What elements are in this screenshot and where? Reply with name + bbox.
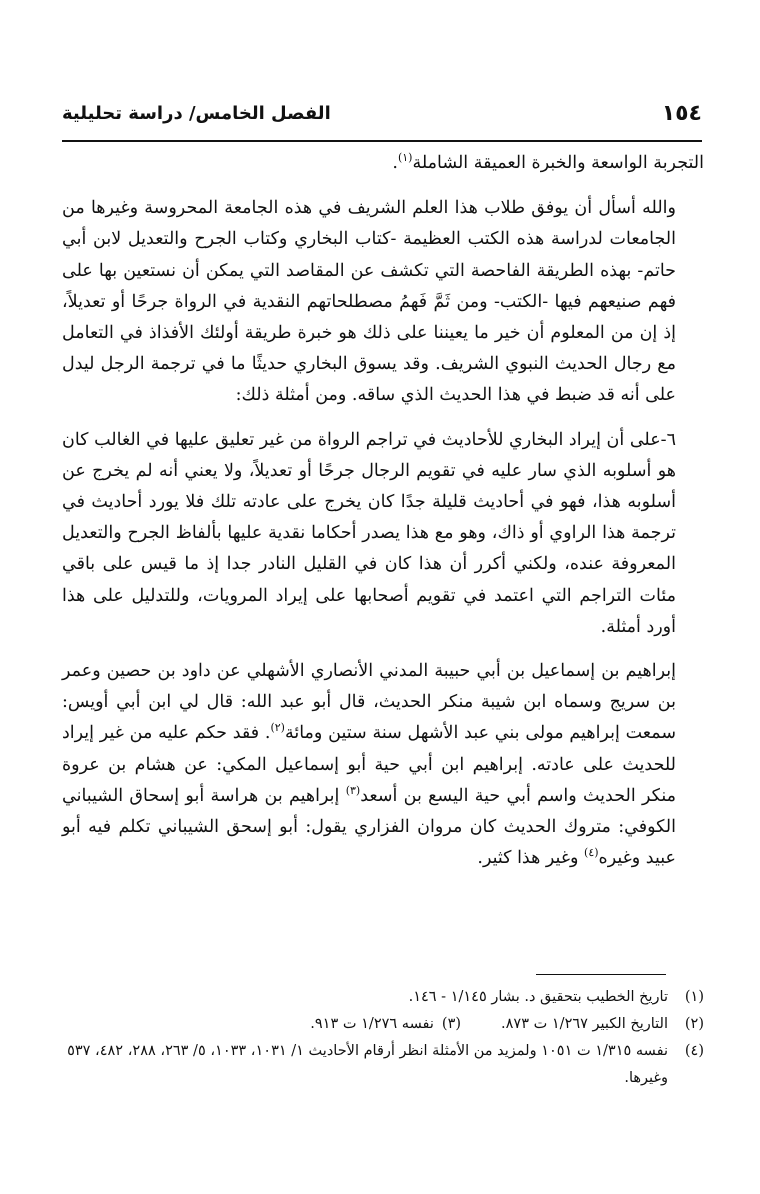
footnote-1-text: تاريخ الخطيب بتحقيق د. بشار ١/١٤٥ - ١٤٦. [408, 989, 668, 1005]
header-rule [62, 140, 702, 142]
paragraph-4 [62, 656, 704, 874]
paragraph-3: ٦-على أن إيراد البخاري للأحاديث في تراجم الرواة من غير تعليق عليها في الغالب كان هو أسلوبه الذي سار عليه في تقويم الرجال جرحًا أو تعديلاً، ولا يعني أنه لم يخرج عن أسلوبه هذا، فهو في أحاديث قليلة جدًا كان يخرج على عادته تلك فلا يورد أحاديث في ترجمة هذا الراوي أو ذاك، وهو مع هذا يصدر أحكاما نقدية عليها بألفاظ الجرح والتعديل المعروفة عنده، ولكني أكرر أن هذا كان في القليل النادر جدا إذ ما قيس على باقي مئات التراجم التي اعتمد في تقويم أصحابها على إيراد المرويات، وللتدليل على هذا أورد أمثلة. [62, 429, 676, 637]
paragraph-4-text-b: . فقد حكم عليه من غير إيراد للحديث على عادته. إبراهيم ابن أبي حية أبو إسماعيل المكي: عن هشام بن عروة منكر الحديث واسم أبي حية اليسع بن أسعد [62, 723, 676, 806]
footnote-4 [62, 1038, 704, 1092]
paragraph-1: التجربة الواسعة والخبرة العميقة الشاملة$^{(١)}$. [392, 151, 704, 173]
page-number: ١٥٤ [661, 101, 702, 126]
paragraph-4-text-c: إبراهيم بن هراسة أبو إسحاق الشيباني الكوفي: متروك الحديث كان مروان الفزاري يقول: أبو إسحق الشيباني تكلم فيه أبو عبيد وغيره [62, 785, 676, 869]
footnote-2-text: التاريخ الكبير ١/٢٦٧ ت ٨٧٣. [501, 1016, 668, 1032]
footnote-4-text: نفسه ١/٣١٥ ت ١٠٥١ ولمزيد من الأمثلة انظر أرقام الأحاديث ١/ ١٠٣١، ١٠٣٣، ٥/ ٢٦٣، ٢٨٨، ٤٨٢، ٥٣٧ وغيرها. [67, 1043, 668, 1086]
main-text [62, 148, 704, 887]
footnote-ref-2[interactable]: (٢) [270, 721, 285, 735]
footnotes [62, 984, 704, 1092]
paragraph-4-text-d: وغير هذا كثير. [477, 848, 585, 869]
footnote-3-number: (٣) [441, 1016, 462, 1032]
footnote-ref-1[interactable]: (١) [397, 151, 413, 165]
footnote-ref-3[interactable]: (٣) [345, 784, 361, 798]
footnote-2-3 [62, 1011, 704, 1038]
footnote-1 [62, 984, 704, 1011]
paragraph-4-text-a: إبراهيم بن إسماعيل بن أبي حبيبة المدني الأنصاري الأشهلي عن داود بن حصين وعمر بن سريج وسماه ابن شيبة منكر الحديث، قال أبو عبد الله: قال لي ابن أبي أويس: سمعت إبراهيم مولى بني عبد الأشهل سنة ستين ومائة [62, 661, 676, 744]
paragraph-1-text: التجربة الواسعة والخبرة العميقة الشاملة [412, 153, 704, 173]
footnote-3-text: نفسه ١/٢٧٦ ت ٩١٣. [310, 1016, 434, 1032]
footnote-rule [536, 974, 666, 975]
page-header [62, 95, 702, 137]
footnote-4-number: (٤) [684, 1043, 704, 1059]
paragraph-2: والله أسأل أن يوفق طلاب هذا العلم الشريف في هذه الجامعة المحروسة وغيرها من الجامعات لدراسة هذه الكتب العظيمة -كتاب البخاري وكتاب الجرح والتعديل لابن أبي حاتم- بهذه الطريقة الفاحصة التي تكشف عن المقاصد التي يمكن أن نستعين بها على فهم صنيعهم فيها -الكتب- ومن ثَمَّ فَهمُ مصطلحاتهم النقدية في الرواة جرحًا أو تعديلاً، إذ إن من المعلوم أن خير ما يعيننا على ذلك هو خبرة طريقة أولئك الأفذاذ في التعامل مع رجال الحديث النبوي الشريف. وقد يسوق البخاري حديثًا ما في ترجمة الرجل ليدل على أنه قد ضبط في هذا الحديث الذي ساقه. ومن أمثلة ذلك: [62, 198, 676, 406]
footnote-2-number: (٢) [684, 1016, 704, 1032]
running-title: الفصل الخامس/ دراسة تحليلية [62, 103, 331, 124]
footnote-ref-4[interactable]: (٤) [584, 846, 599, 860]
footnote-1-number: (١) [684, 989, 704, 1005]
